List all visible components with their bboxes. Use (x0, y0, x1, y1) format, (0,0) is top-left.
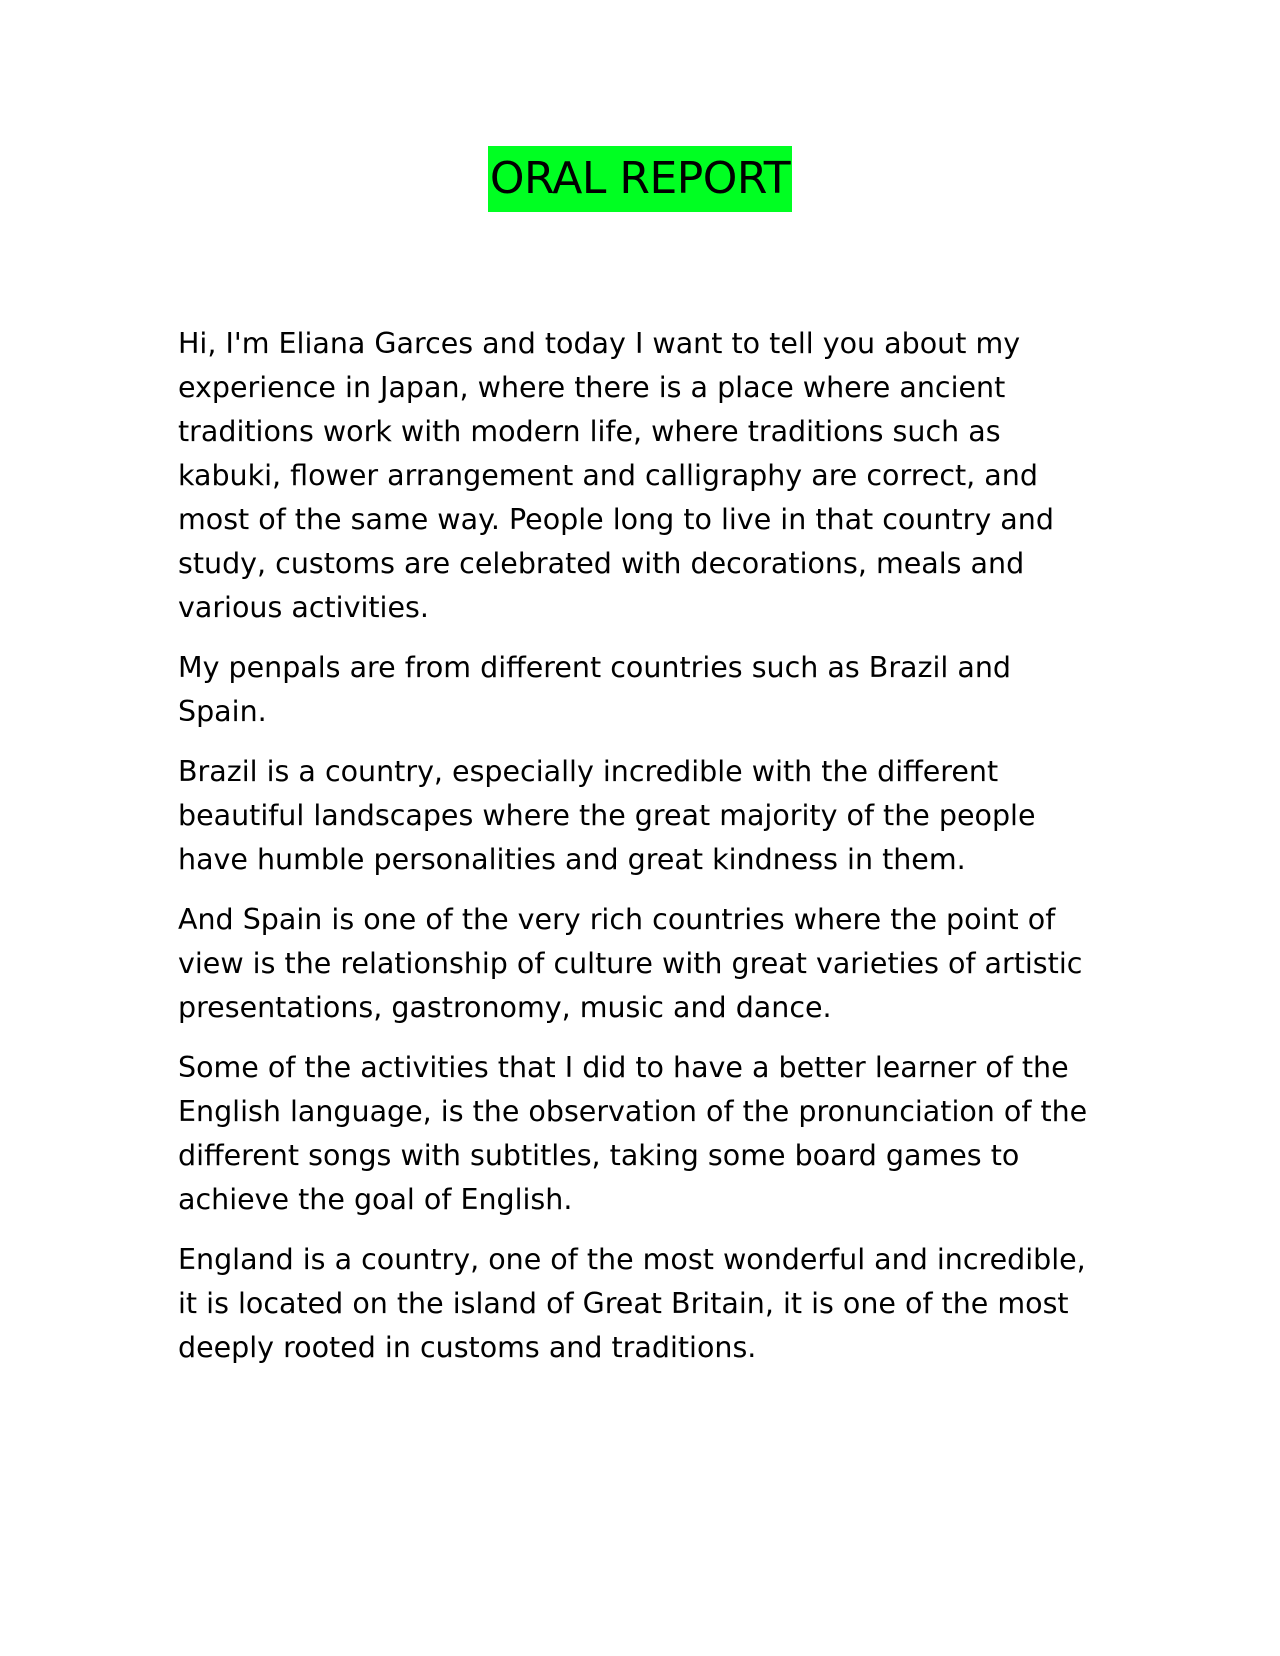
paragraph-brazil: Brazil is a country, especially incredible with the different beautiful landscapes where the great majority of the people have humble personalities and great kindness in them. (178, 755, 1036, 876)
paragraph-activities: Some of the activities that I did to have a better learner of the English language, is the observation of the pronunciation of the different songs with subtitles, taking some board games to achieve the goal of English. (178, 1051, 1088, 1216)
paragraph-spain: And Spain is one of the very rich countries where the point of view is the relationship of culture with great varieties of artistic presentations, gastronomy, music and dance. (178, 903, 1083, 1024)
title-container (0, 146, 1280, 212)
paragraph-england: England is a country, one of the most wonderful and incredible, it is located on the island of Great Britain, it is one of the most deeply rooted in customs and traditions. (178, 1243, 1086, 1364)
report-body (178, 322, 1103, 1386)
paragraph-japan: Hi, I'm Eliana Garces and today I want to tell you about my experience in Japan, where there is a place where ancient traditions work with modern life, where traditions such as kabuki, flower arrangement and calligraphy are correct, and most of the same way. People long to live in that country and study, customs are celebrated with decorations, meals and various activities. (178, 327, 1054, 624)
paragraph-penpals: My penpals are from different countries such as Brazil and Spain. (178, 651, 1011, 728)
page-title: ORAL REPORT (488, 146, 792, 212)
